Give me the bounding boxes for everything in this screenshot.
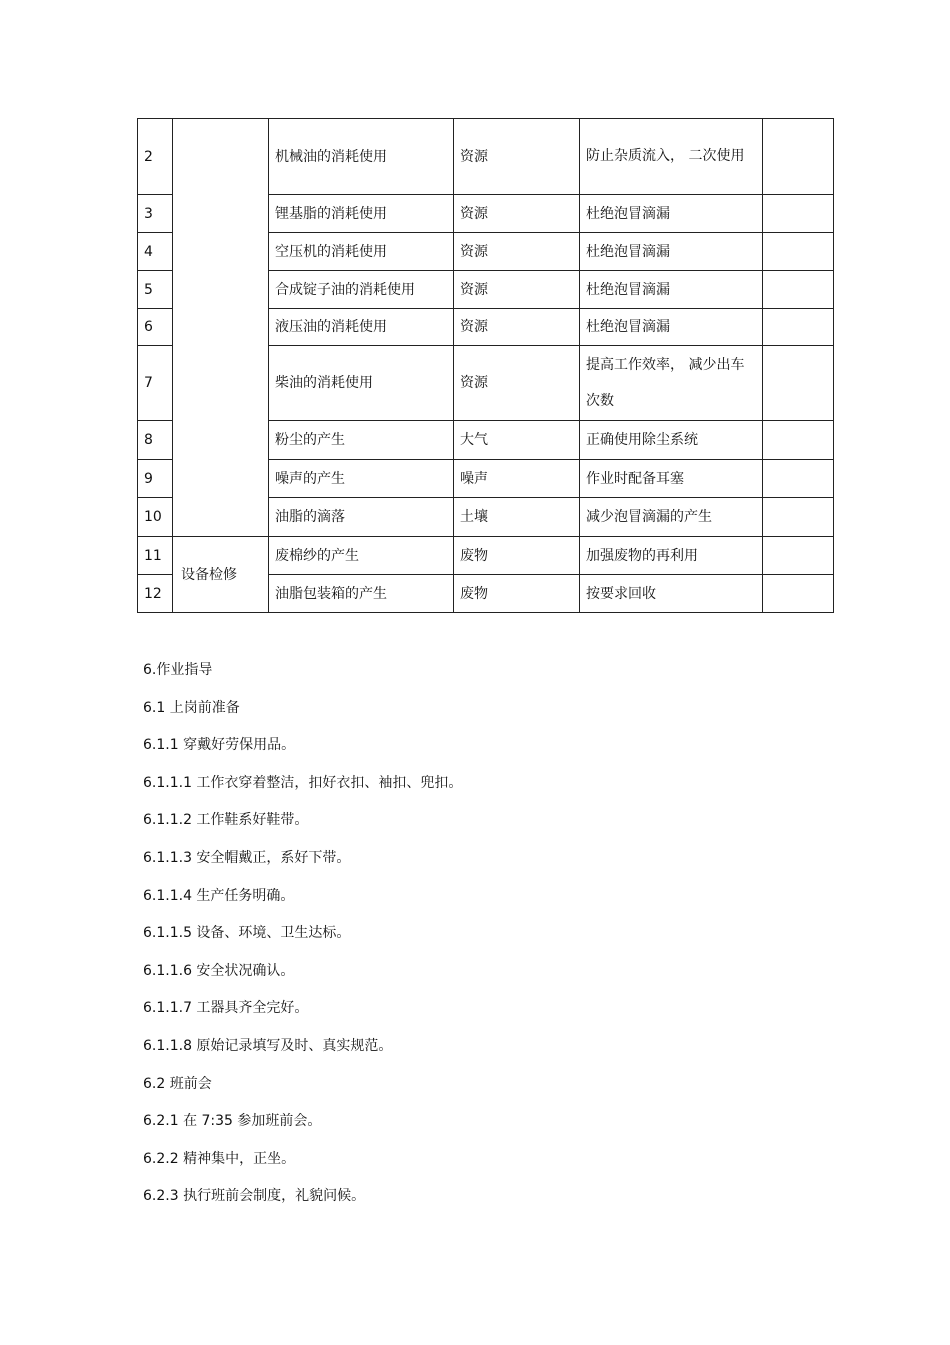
instruction-line: 6.1.1.5 设备、环境、卫生达标。	[143, 925, 351, 942]
row-number: 3	[138, 195, 173, 233]
instruction-line: 6.1.1.7 工器具齐全完好。	[143, 1000, 309, 1017]
remark-cell	[763, 195, 834, 233]
subsection-heading: 6.2 班前会	[143, 1075, 212, 1092]
instruction-line: 6.2.1 在 7:35 参加班前会。	[143, 1113, 322, 1130]
remark-cell	[763, 233, 834, 271]
factor-item: 锂基脂的消耗使用	[269, 195, 454, 233]
instruction-line: 6.1.1.4 生产任务明确。	[143, 887, 295, 904]
subsection-heading: 6.1 上岗前准备	[143, 699, 240, 716]
factor-item: 粉尘的产生	[269, 421, 454, 460]
factor-item: 液压油的消耗使用	[269, 309, 454, 346]
section-heading: 6.作业指导	[143, 662, 213, 678]
remark-cell	[763, 498, 834, 537]
control-measure: 杜绝泡冒滴漏	[580, 233, 763, 271]
instruction-line: 6.1.1.6 安全状况确认。	[143, 962, 295, 979]
instruction-line: 6.1.1.8 原始记录填写及时、真实规范。	[143, 1037, 393, 1054]
remark-cell	[763, 421, 834, 460]
row-number: 5	[138, 271, 173, 309]
control-measure: 作业时配备耳塞	[580, 460, 763, 498]
control-measure: 按要求回收	[580, 575, 763, 613]
factor-category: 废物	[454, 575, 580, 613]
remark-cell	[763, 346, 834, 421]
instruction-line: 6.1.1.2 工作鞋系好鞋带。	[143, 812, 309, 829]
remark-cell	[763, 119, 834, 195]
factor-category: 噪声	[454, 460, 580, 498]
factor-category: 废物	[454, 537, 580, 575]
row-number: 6	[138, 309, 173, 346]
factor-category: 大气	[454, 421, 580, 460]
remark-cell	[763, 575, 834, 613]
row-number: 11	[138, 537, 173, 575]
factor-category: 资源	[454, 233, 580, 271]
remark-cell	[763, 460, 834, 498]
row-number: 9	[138, 460, 173, 498]
group-cell-empty	[173, 119, 269, 537]
factor-item: 机械油的消耗使用	[269, 119, 454, 195]
control-measure: 正确使用除尘系统	[580, 421, 763, 460]
factor-category: 土壤	[454, 498, 580, 537]
instruction-line: 6.1.1.3 安全帽戴正，系好下带。	[143, 849, 351, 866]
control-measure: 防止杂质流入， 二次使用	[580, 119, 763, 195]
row-number: 10	[138, 498, 173, 537]
control-measure: 杜绝泡冒滴漏	[580, 195, 763, 233]
row-number: 2	[138, 119, 173, 195]
instruction-line: 6.1.1 穿戴好劳保用品。	[143, 737, 296, 754]
control-measure: 杜绝泡冒滴漏	[580, 271, 763, 309]
factor-item: 油脂包装箱的产生	[269, 575, 454, 613]
factor-category: 资源	[454, 346, 580, 421]
factor-item: 废棉纱的产生	[269, 537, 454, 575]
factor-item: 空压机的消耗使用	[269, 233, 454, 271]
factor-item: 油脂的滴落	[269, 498, 454, 537]
factor-item: 柴油的消耗使用	[269, 346, 454, 421]
remark-cell	[763, 271, 834, 309]
row-number: 4	[138, 233, 173, 271]
control-measure: 杜绝泡冒滴漏	[580, 309, 763, 346]
row-number: 7	[138, 346, 173, 421]
factor-category: 资源	[454, 119, 580, 195]
control-measure: 加强废物的再利用	[580, 537, 763, 575]
control-measure: 减少泡冒滴漏的产生	[580, 498, 763, 537]
factor-item: 噪声的产生	[269, 460, 454, 498]
factor-category: 资源	[454, 195, 580, 233]
table-row	[138, 119, 834, 195]
remark-cell	[763, 537, 834, 575]
row-number: 8	[138, 421, 173, 460]
table-row	[138, 537, 834, 575]
factor-category: 资源	[454, 309, 580, 346]
factor-item: 合成锭子油的消耗使用	[269, 271, 454, 309]
instruction-line: 6.1.1.1 工作衣穿着整洁，扣好衣扣、袖扣、兜扣。	[143, 774, 463, 791]
factor-category: 资源	[454, 271, 580, 309]
instruction-line: 6.2.3 执行班前会制度，礼貌问候。	[143, 1188, 366, 1205]
environment-factor-table	[137, 118, 834, 613]
instruction-line: 6.2.2 精神集中，正坐。	[143, 1150, 296, 1167]
row-number: 12	[138, 575, 173, 613]
work-instruction-section	[143, 660, 843, 1224]
group-label: 设备检修	[173, 537, 269, 613]
control-measure: 提高工作效率， 减少出车次数	[580, 346, 763, 421]
remark-cell	[763, 309, 834, 346]
